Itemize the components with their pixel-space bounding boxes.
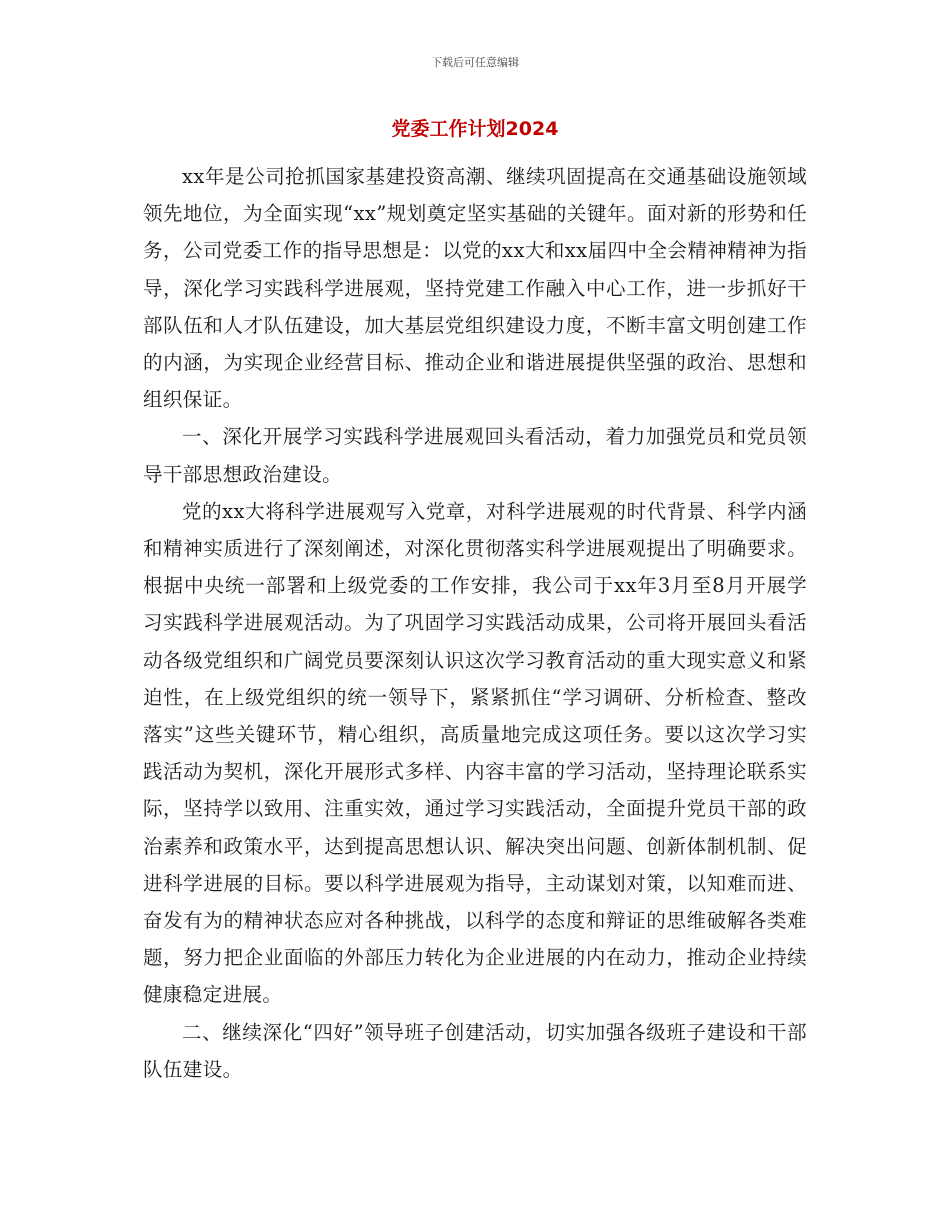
- header-note: 下载后可任意编辑: [431, 56, 519, 69]
- document-title: 党委工作计划2024: [391, 118, 559, 140]
- body-paragraph-intro: xx年是公司抢抓国家基建投资高潮、继续巩固提高在交通基础设施领域领先地位，为全面实现“xx”规划奠定坚实基础的关键年。面对新的形势和任务，公司党委工作的指导思想是：以党的xx大和xx届四中全会精神精神为指导，深化学习实践科学进展观，坚持党建工作融入中心工作，进一步抓好干部队伍和人才队伍建设，加大基层党组织建设力度，不断丰富文明创建工作的内涵，为实现企业经营目标、推动企业和谐进展提供坚强的政治、思想和组织保证。: [143, 165, 807, 412]
- document-body: [143, 158, 807, 1088]
- body-paragraph-section-1: 党的xx大将科学进展观写入党章，对科学进展观的时代背景、科学内涵和精神实质进行了深刻阐述，对深化贯彻落实科学进展观提出了明确要求。根据中央统一部署和上级党委的工作安排，我公司于xx年3月至8月开展学习实践科学进展观活动。为了巩固学习实践活动成果，公司将开展回头看活动各级党组织和广阔党员要深刻认识这次学习教育活动的重大现实意义和紧迫性，在上级党组织的统一领导下，紧紧抓住“学习调研、分析检查、整改落实”这些关键环节，精心组织，高质量地完成这项任务。要以这次学习实践活动为契机，深化开展形式多样、内容丰富的学习活动，坚持理论联系实际，坚持学以致用、注重实效，通过学习实践活动，全面提升党员干部的政治素养和政策水平，达到提高思想认识、解决突出问题、创新体制机制、促进科学进展的目标。要以科学进展观为指导，主动谋划对策，以知难而进、奋发有为的精神状态应对各种挑战，以科学的态度和辩证的思维破解各类难题，努力把企业面临的外部压力转化为企业进展的内在动力，推动企业持续健康稳定进展。: [143, 499, 807, 1007]
- section-heading-2: 二、继续深化“四好”领导班子创建活动，切实加强各级班子建设和干部队伍建设。: [143, 1020, 807, 1081]
- section-heading-1: 一、深化开展学习实践科学进展观回头看活动，着力加强党员和党员领导干部思想政治建设。: [143, 425, 807, 486]
